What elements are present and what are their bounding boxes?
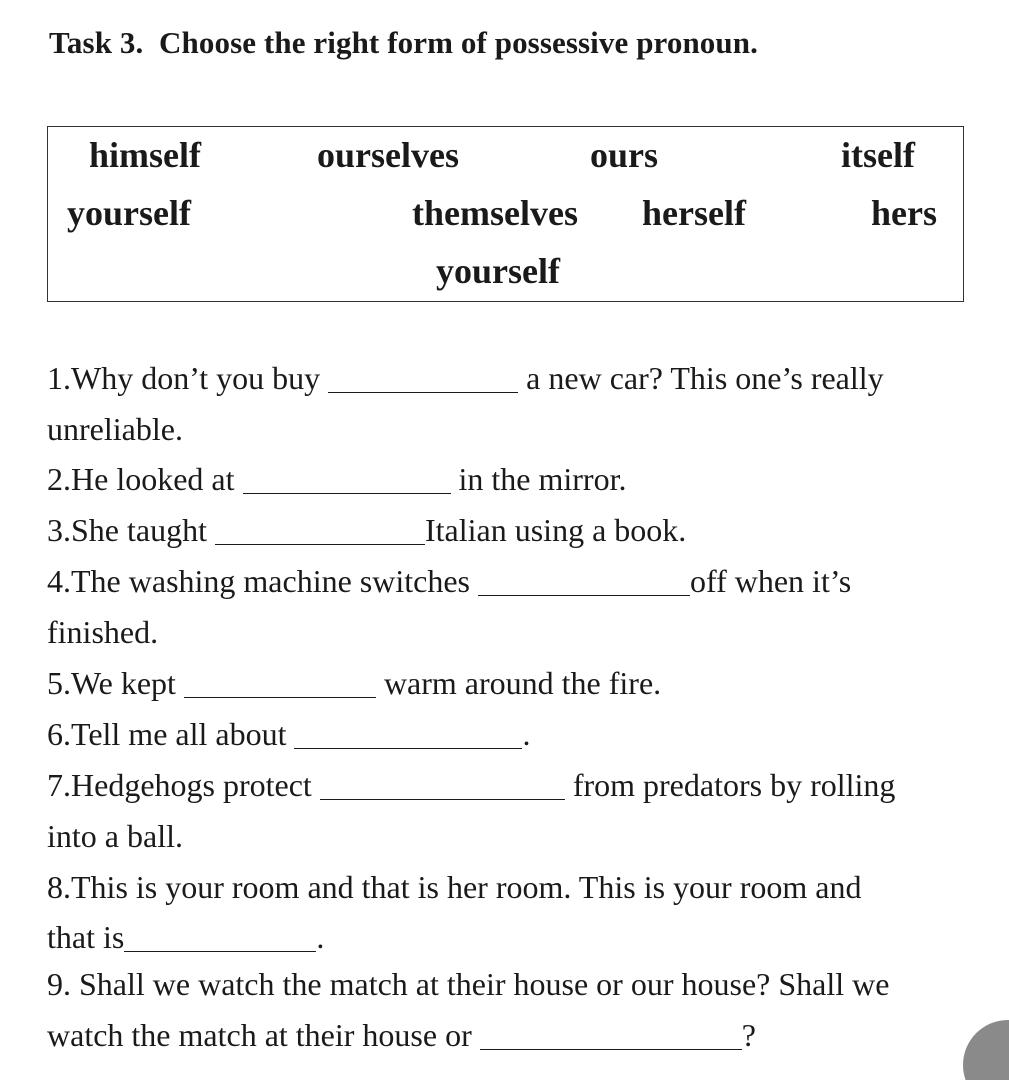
answer-blank[interactable]	[294, 747, 522, 749]
exercise-text: from predators by rolling	[564, 767, 896, 803]
exercise-line	[47, 667, 661, 699]
exercise-line	[47, 921, 324, 953]
exercise-text: 3.She taught	[47, 512, 215, 548]
exercise-line	[47, 871, 861, 903]
exercise-text: 9. Shall we watch the match at their house or our house? Shall we	[47, 966, 890, 1002]
corner-tab[interactable]	[963, 1020, 1009, 1080]
exercise-text: that is	[47, 919, 125, 955]
exercise-text: warm around the fire.	[375, 665, 662, 701]
exercise-text: ?	[741, 1017, 756, 1053]
word-bank-item: herself	[642, 193, 746, 233]
exercise-line	[47, 769, 895, 801]
answer-blank[interactable]	[328, 391, 518, 393]
word-bank-item: themselves	[412, 193, 578, 233]
word-bank-item: itself	[841, 135, 915, 175]
answer-blank[interactable]	[480, 1048, 742, 1050]
exercise-line	[47, 718, 530, 750]
exercise-text: in the mirror.	[450, 461, 627, 497]
exercise-text: .	[522, 716, 531, 752]
task-title: Task 3. Choose the right form of possessive pronoun.	[49, 25, 758, 60]
word-bank-item: yourself	[436, 251, 560, 291]
exercise-text: 4.The washing machine switches	[47, 563, 478, 599]
exercise-text: .	[316, 919, 325, 955]
exercise-text: 6.Tell me all about	[47, 716, 295, 752]
exercise-line	[47, 514, 686, 546]
exercise-line	[47, 362, 884, 394]
exercise-line	[47, 1019, 756, 1051]
exercise-text: 8.This is your room and that is her room. This is your room and	[47, 869, 862, 905]
word-bank-item: yourself	[67, 193, 191, 233]
exercise-text: Italian using a book.	[424, 512, 687, 548]
word-bank-item: himself	[89, 135, 201, 175]
exercise-line	[47, 413, 183, 445]
answer-blank[interactable]	[320, 798, 565, 800]
exercise-text: 7.Hedgehogs protect	[47, 767, 320, 803]
word-bank-item: hers	[871, 193, 937, 233]
exercise-text: 5.We kept	[47, 665, 184, 701]
word-bank-item: ours	[590, 135, 659, 175]
exercise-line	[47, 463, 626, 495]
exercise-text: 2.He looked at	[47, 461, 243, 497]
exercise-text: finished.	[47, 614, 159, 650]
answer-blank[interactable]	[124, 950, 316, 952]
exercise-line	[47, 616, 158, 648]
answer-blank[interactable]	[478, 594, 690, 596]
exercise-text: a new car? This one’s really	[518, 360, 884, 396]
answer-blank[interactable]	[215, 543, 425, 545]
exercise-line	[47, 820, 183, 852]
exercise-line	[47, 565, 851, 597]
exercise-text: into a ball.	[47, 818, 183, 854]
answer-blank[interactable]	[243, 492, 451, 494]
word-bank-item: ourselves	[317, 135, 459, 175]
answer-blank[interactable]	[184, 696, 376, 698]
exercise-text: unreliable.	[47, 411, 183, 447]
exercise-line	[47, 968, 889, 1000]
exercise-text: watch the match at their house or	[47, 1017, 480, 1053]
exercise-text: off when it’s	[690, 563, 852, 599]
exercise-text: 1.Why don’t you buy	[47, 360, 329, 396]
